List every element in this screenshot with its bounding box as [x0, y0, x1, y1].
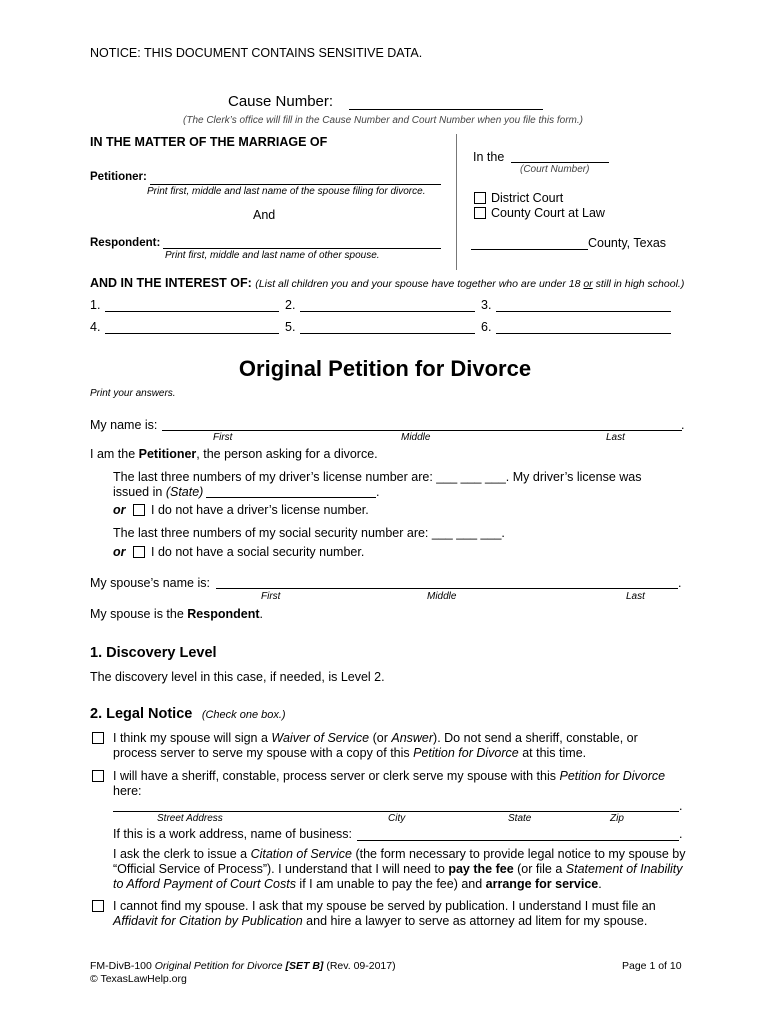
discovery-text: The discovery level in this case, if needed, is Level 2.	[90, 670, 385, 684]
my-name-last-hint: Last	[606, 432, 625, 443]
child-6-num: 6.	[481, 320, 492, 334]
petitioner-name-field[interactable]	[150, 184, 441, 185]
district-court-checkbox[interactable]	[474, 192, 486, 204]
county-texas-label: County, Texas	[588, 236, 667, 250]
clerk-line-1: I ask the clerk to issue a Citation of Service (the form necessary to provide legal notice to my spouse by	[113, 847, 686, 861]
caption-divider	[456, 134, 457, 270]
petitioner-statement: I am the Petitioner, the person asking for a divorce.	[90, 447, 378, 461]
child-2-num: 2.	[285, 298, 296, 312]
work-address-label: If this is a work address, name of business:	[113, 827, 352, 841]
zip-hint: Zip	[610, 813, 624, 824]
spouse-first-hint: First	[261, 591, 281, 602]
interest-note-or: or	[583, 278, 593, 290]
legal-notice-hint: (Check one box.)	[201, 709, 286, 721]
cause-number-label: Cause Number:	[228, 93, 334, 110]
spouse-name-field[interactable]	[216, 588, 678, 589]
child-5-num: 5.	[285, 320, 296, 334]
county-court-label: County Court at Law	[491, 206, 605, 220]
waiver-line-1: I think my spouse will sign a Waiver of Service (or Answer). Do not send a sheriff, constable, or	[113, 731, 638, 745]
legal-notice-heading: 2. Legal Notice	[90, 706, 193, 722]
no-ssn-label: I do not have a social security number.	[151, 545, 365, 559]
page-title: Original Petition for Divorce	[238, 356, 532, 381]
service-address-field[interactable]	[113, 811, 679, 812]
child-4-num: 4.	[90, 320, 101, 334]
no-license-checkbox[interactable]	[133, 504, 145, 516]
my-name-field[interactable]	[162, 430, 682, 431]
city-hint: City	[388, 813, 406, 824]
and-label: And	[253, 208, 276, 222]
waiver-checkbox[interactable]	[92, 732, 104, 744]
license-state-field[interactable]	[206, 497, 376, 498]
publication-line-1: I cannot find my spouse. I ask that my spouse be served by publication. I understand I must file an	[113, 899, 656, 913]
child-1-num: 1.	[90, 298, 101, 312]
copyright: © TexasLawHelp.org	[90, 973, 187, 985]
legal-notice-heading-row	[90, 706, 286, 722]
child-3-field[interactable]	[496, 311, 671, 312]
print-answers-note: Print your answers.	[90, 388, 176, 399]
serve-checkbox[interactable]	[92, 770, 104, 782]
spouse-last-hint: Last	[626, 591, 645, 602]
spouse-middle-hint: Middle	[427, 591, 457, 602]
child-5-field[interactable]	[300, 333, 475, 334]
cause-number-field[interactable]	[349, 109, 543, 110]
my-name-first-hint: First	[213, 432, 233, 443]
form-id: FM-DivB-100 Original Petition for Divorce [SET B] (Rev. 09-2017)	[90, 960, 396, 972]
ssn-or: or	[113, 545, 126, 559]
sensitive-notice: NOTICE: THIS DOCUMENT CONTAINS SENSITIVE DATA.	[90, 46, 423, 60]
county-court-checkbox[interactable]	[474, 207, 486, 219]
child-3-num: 3.	[481, 298, 492, 312]
ssn-line: The last three numbers of my social security number are: ___ ___ ___.	[113, 526, 505, 540]
license-or: or	[113, 503, 126, 517]
child-1-field[interactable]	[105, 311, 279, 312]
matter-heading: IN THE MATTER OF THE MARRIAGE OF	[90, 135, 328, 149]
no-license-label: I do not have a driver’s license number.	[151, 503, 369, 517]
respondent-statement: My spouse is the Respondent.	[90, 607, 263, 621]
street-hint: Street Address	[157, 813, 223, 824]
county-field[interactable]	[471, 249, 588, 250]
license-issued-label: issued in (State)	[113, 485, 204, 499]
court-number-hint: (Court Number)	[520, 164, 590, 175]
discovery-heading: 1. Discovery Level	[90, 645, 217, 661]
serve-line-2: here:	[113, 784, 142, 798]
publication-line-2: Affidavit for Citation by Publication and hire a lawyer to serve as attorney ad litem for my spouse.	[113, 914, 648, 928]
page-number: Page 1 of 10	[622, 960, 682, 972]
my-name-label: My name is:	[90, 418, 158, 432]
respondent-name-field[interactable]	[163, 248, 441, 249]
in-the-label: In the	[473, 150, 505, 164]
my-name-middle-hint: Middle	[401, 432, 431, 443]
waiver-line-2: process server to serve my spouse with a copy of this Petition for Divorce at this time.	[113, 746, 587, 760]
serve-line-1: I will have a sheriff, constable, process server or clerk serve my spouse with this Petition for Divorce	[113, 769, 666, 783]
spouse-name-label: My spouse’s name is:	[90, 576, 210, 590]
petitioner-label: Petitioner:	[90, 171, 147, 183]
state-hint: State	[508, 813, 532, 824]
district-court-label: District Court	[491, 191, 564, 205]
clerk-line-3: to Afford Payment of Court Costs if I am unable to pay the fee) and arrange for service.	[113, 877, 602, 891]
license-line: The last three numbers of my driver’s license number are: ___ ___ ___. My driver’s license was	[113, 470, 642, 484]
child-4-field[interactable]	[105, 333, 279, 334]
child-2-field[interactable]	[300, 311, 475, 312]
publication-checkbox[interactable]	[92, 900, 104, 912]
petitioner-hint: Print first, middle and last name of the spouse filing for divorce.	[147, 186, 426, 197]
interest-line	[90, 276, 684, 290]
no-ssn-checkbox[interactable]	[133, 546, 145, 558]
child-6-field[interactable]	[496, 333, 671, 334]
cause-note: (The Clerk’s office will fill in the Cause Number and Court Number when you file this form.)	[183, 115, 583, 126]
interest-note-post: still in high school.)	[592, 278, 685, 290]
respondent-hint: Print first, middle and last name of other spouse.	[165, 250, 380, 261]
interest-label: AND IN THE INTEREST OF:	[90, 276, 252, 290]
business-name-field[interactable]	[357, 840, 679, 841]
clerk-line-2: “Official Service of Process”). I understand that I will need to pay the fee (or file a Statement of Inability	[113, 862, 683, 876]
court-number-field[interactable]	[511, 162, 609, 163]
interest-note-pre: (List all children you and your spouse have together who are under 18	[255, 278, 584, 290]
respondent-label: Respondent:	[90, 237, 161, 249]
